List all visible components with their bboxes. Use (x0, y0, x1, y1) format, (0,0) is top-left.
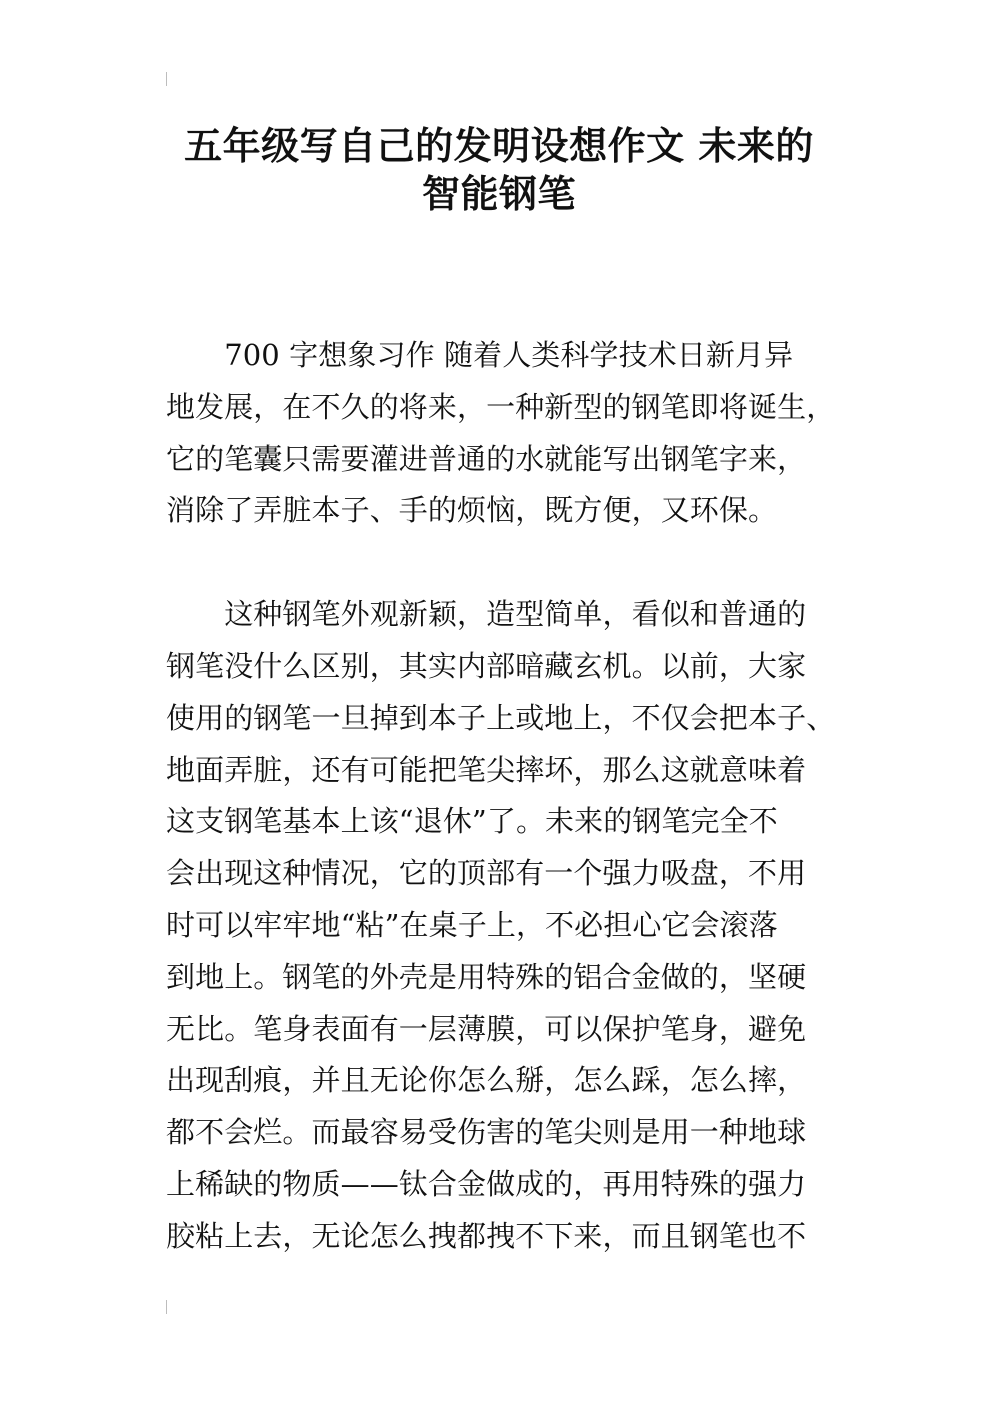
text-line: 上稀缺的物质——钛合金做成的，再用特殊的强力 (166, 1166, 807, 1201)
text-line: 会出现这种情况，它的顶部有一个强力吸盘，不用 (166, 856, 807, 891)
margin-mark-top (166, 72, 167, 86)
title-line: 智能钢笔 (421, 172, 576, 216)
text-line: 地发展，在不久的将来，一种新型的钢笔即将诞生， (166, 389, 836, 424)
text-line: 出现刮痕，并且无论你怎么掰，怎么踩，怎么摔， (166, 1063, 807, 1098)
text-line: 胶粘上去，无论怎么拽都拽不下来，而且钢笔也不 (166, 1218, 807, 1253)
page-title (166, 122, 832, 218)
text-line: 消除了弄脏本子、手的烦恼，既方便，又环保。 (166, 493, 778, 528)
text-line: 无比。笔身表面有一层薄膜，可以保护笔身，避免 (166, 1011, 807, 1046)
text-line: 700 字想象习作 随着人类科学技术日新月异 (166, 338, 794, 372)
article-body (166, 330, 846, 1263)
paragraph-1 (166, 330, 846, 537)
text-line: 都不会烂。而最容易受伤害的笔尖则是用一种地球 (166, 1115, 807, 1150)
paragraph-2 (166, 589, 846, 1262)
text-line: 这种钢笔外观新颖，造型简单，看似和普通的 (166, 597, 807, 632)
text-line: 时可以牢牢地“粘”在桌子上，不必担心它会滚落 (166, 907, 778, 942)
text-line: 它的笔囊只需要灌进普通的水就能写出钢笔字来， (166, 441, 807, 476)
text-line: 地面弄脏，还有可能把笔尖摔坏，那么这就意味着 (166, 752, 807, 787)
title-line: 五年级写自己的发明设想作文 未来的 (184, 124, 814, 168)
text-line: 到地上。钢笔的外壳是用特殊的铝合金做的，坚硬 (166, 959, 807, 994)
text-line: 这支钢笔基本上该“退休”了。未来的钢笔完全不 (166, 804, 778, 839)
text-line: 使用的钢笔一旦掉到本子上或地上，不仅会把本子、 (166, 700, 836, 735)
text-line: 钢笔没什么区别，其实内部暗藏玄机。以前，大家 (166, 648, 807, 683)
margin-mark-bottom (166, 1300, 167, 1314)
